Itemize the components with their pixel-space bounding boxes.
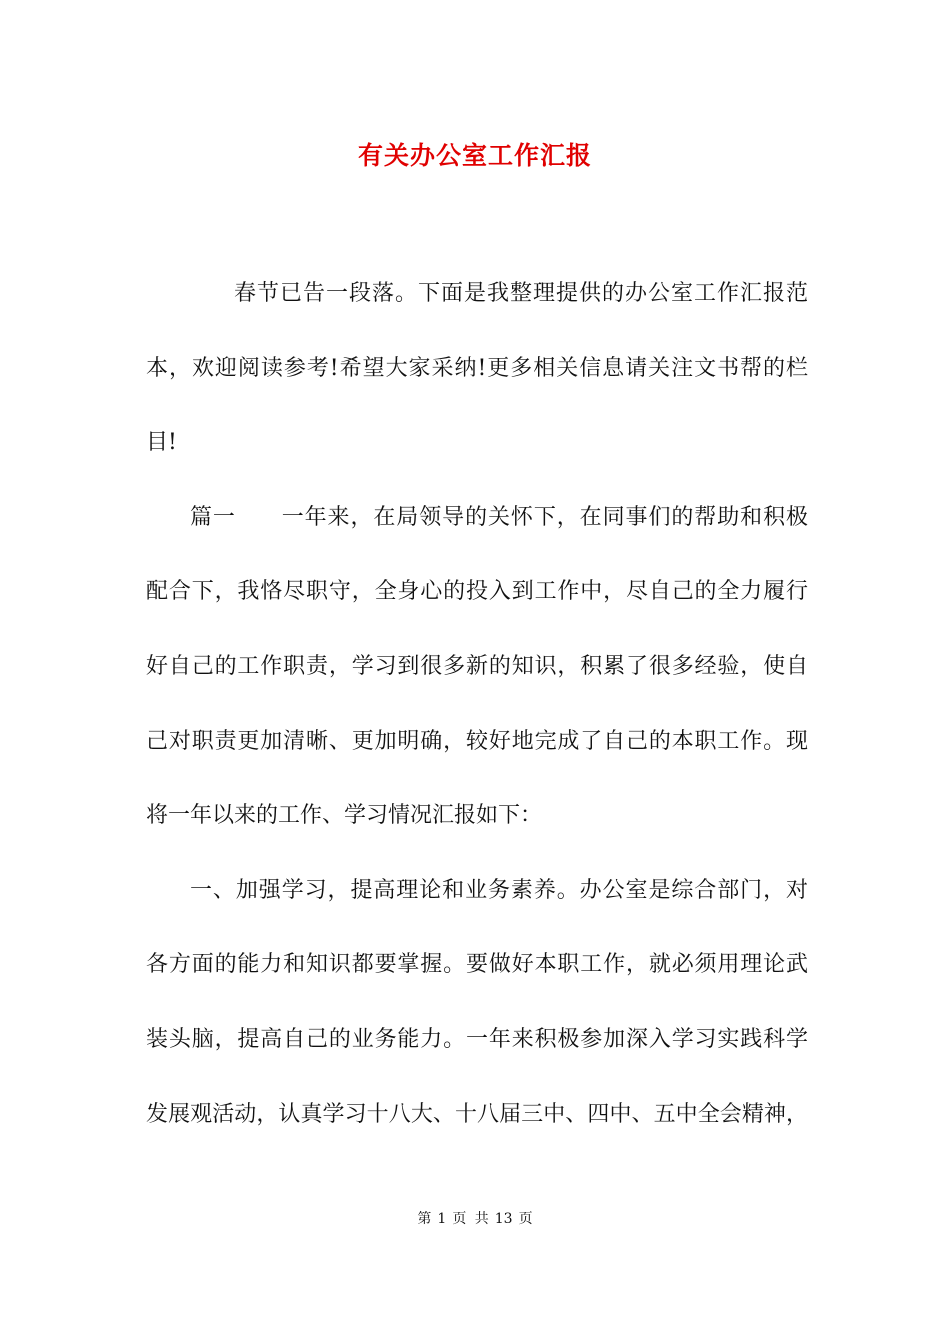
body-line: 发展观活动，认真学习十八大、十八届三中、四中、五中全会精神，: [146, 1101, 808, 1127]
body-line: 各方面的能力和知识都要掌握。要做好本职工作，就必须用理论武: [146, 952, 808, 978]
page-footer: [0, 1208, 950, 1228]
body-line: 好自己的工作职责，学习到很多新的知识，积累了很多经验，使自: [146, 653, 808, 679]
footer-prefix: 第: [417, 1211, 432, 1227]
body-line: 装头脑，提高自己的业务能力。一年来积极参加深入学习实践科学: [146, 1026, 808, 1052]
body-line: 一、加强学习，提高理论和业务素养。办公室是综合部门，对: [190, 877, 808, 903]
document-title: 有关办公室工作汇报: [357, 141, 592, 170]
footer-middle: 页 共: [452, 1211, 489, 1227]
body-line: 己对职责更加清晰、更加明确，较好地完成了自己的本职工作。现: [146, 728, 808, 754]
body-line: 配合下，我恪尽职守，全身心的投入到工作中，尽自己的全力履行: [146, 579, 808, 605]
footer-total-pages: 13: [494, 1211, 513, 1227]
body-line: 将一年以来的工作、学习情况汇报如下：: [146, 803, 543, 829]
body-line: 春节已告一段落。下面是我整理提供的办公室工作汇报范: [234, 281, 808, 306]
document-body: [146, 273, 808, 1168]
body-line: 篇一 一年来，在局领导的关怀下，在同事们的帮助和积极: [190, 504, 808, 530]
footer-suffix: 页: [518, 1211, 533, 1227]
body-line: 本，欢迎阅读参考!希望大家采纳!更多相关信息请关注文书帮的栏: [146, 355, 808, 381]
footer-page-number: 1: [437, 1211, 447, 1227]
body-line: 目!: [146, 430, 177, 456]
